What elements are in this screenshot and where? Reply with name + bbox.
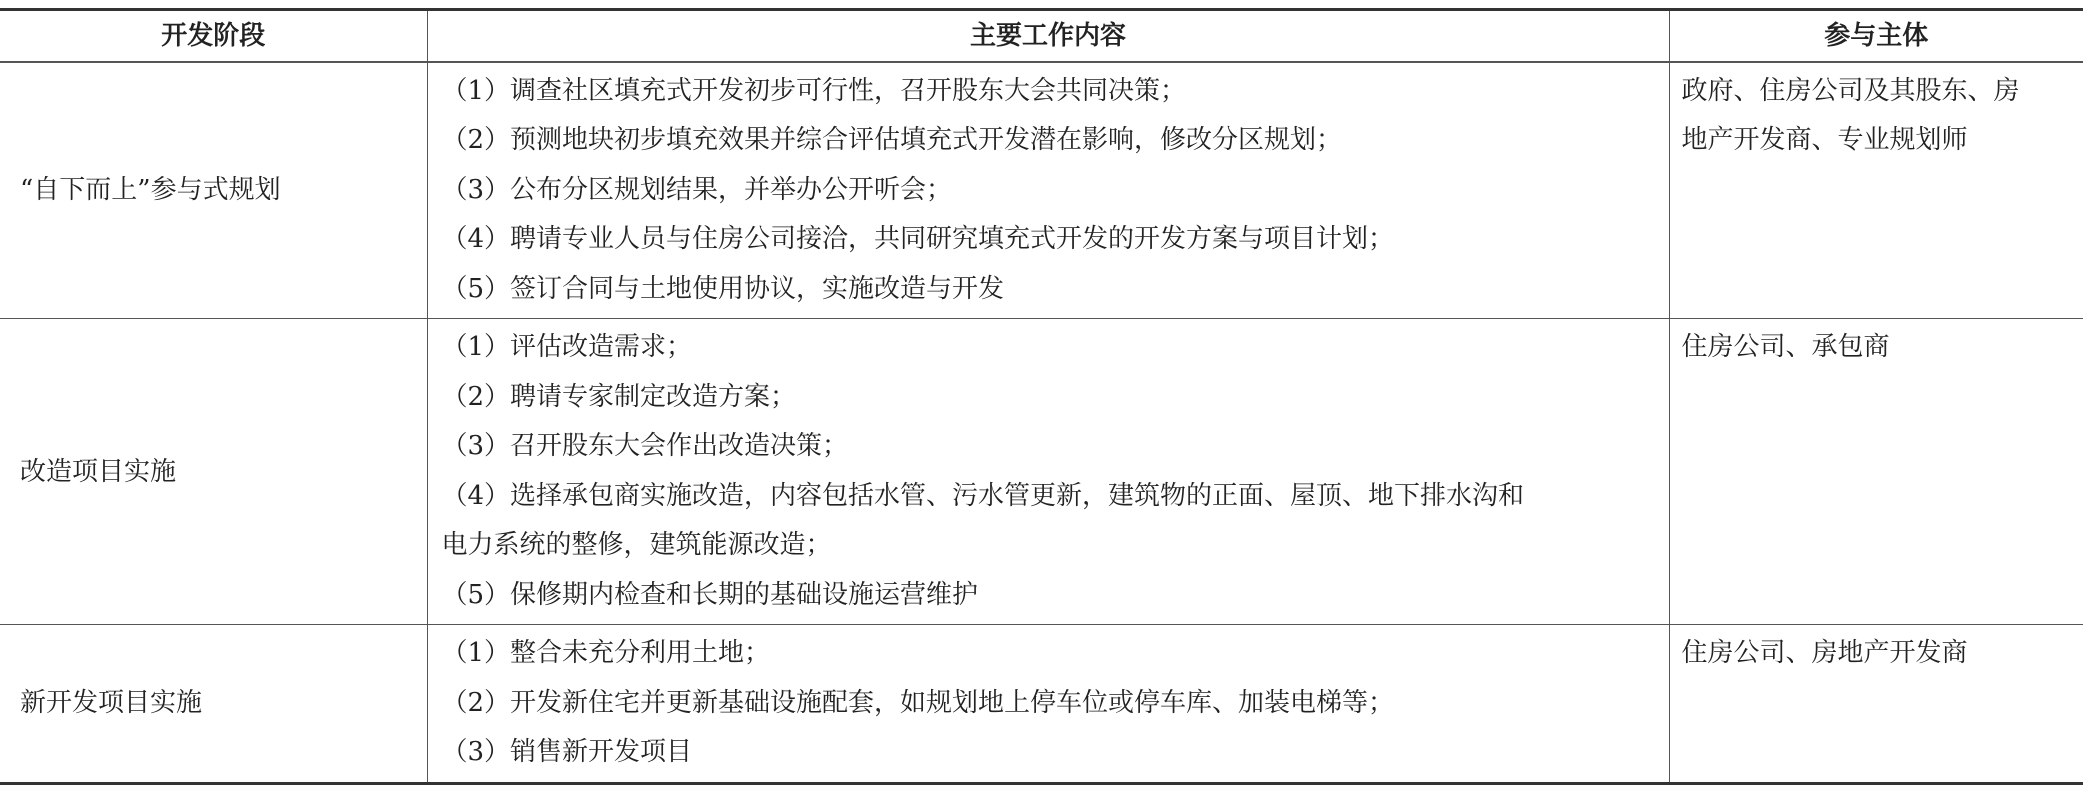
actors-cell: [1669, 625, 2083, 784]
task-item: （3）销售新开发项目: [441, 737, 693, 767]
stage-label: 新开发项目实施: [20, 688, 203, 719]
task-item: （1）调查社区填充式开发初步可行性，召开股东大会共同决策；: [441, 75, 1187, 106]
table-row: [0, 319, 2083, 625]
tasks-cell: [427, 625, 1669, 784]
task-item: （3）召开股东大会作出改造决策；: [441, 431, 849, 461]
table-body: [0, 62, 2083, 784]
task-item: （2）开发新住宅并更新基础设施配套，如规划地上停车位或停车库、加装电梯等；: [441, 687, 1395, 718]
task-item: （4）选择承包商实施改造，内容包括水管、污水管更新，建筑物的正面、屋顶、地下排水沟和: [441, 480, 1525, 511]
header-tasks: 主要工作内容: [427, 10, 1669, 62]
actors-cell: [1669, 319, 2083, 625]
stage-cell: [0, 625, 427, 784]
task-item: （4）聘请专业人员与住房公司接洽，共同研究填充式开发的开发方案与项目计划；: [441, 224, 1395, 254]
actors-cell: [1669, 62, 2083, 319]
task-item: （3）公布分区规划结果，并举办公开听会；: [441, 174, 953, 205]
header-row: [0, 10, 2083, 62]
development-process-table: [0, 8, 2083, 785]
task-item: （1）评估改造需求；: [441, 332, 693, 362]
task-item: （2）预测地块初步填充效果并综合评估填充式开发潜在影响，修改分区规划；: [441, 125, 1343, 155]
task-item: （5）保修期内检查和长期的基础设施运营维护: [441, 579, 979, 610]
actors-text: 地产开发商、专业规划师: [1681, 125, 1968, 155]
stage-label: 改造项目实施: [20, 456, 177, 487]
header-stage: 开发阶段: [0, 10, 427, 62]
actors-text: 住房公司、房地产开发商: [1681, 638, 1968, 668]
task-item: （5）签订合同与土地使用协议，实施改造与开发: [441, 273, 1005, 304]
table-header: [0, 10, 2083, 62]
task-item: （2）聘请专家制定改造方案；: [441, 381, 797, 412]
task-item: 电力系统的整修，建筑能源改造；: [441, 530, 832, 560]
tasks-cell: [427, 319, 1669, 625]
stage-label: “自下而上”参与式规划: [20, 175, 281, 206]
actors-text: 政府、住房公司及其股东、房: [1681, 75, 2020, 106]
table-row: [0, 625, 2083, 784]
table-row: [0, 62, 2083, 319]
task-item: （1）整合未充分利用土地；: [441, 638, 771, 668]
tasks-cell: [427, 62, 1669, 319]
stage-cell: [0, 319, 427, 625]
stage-cell: [0, 62, 427, 319]
header-actors: 参与主体: [1669, 10, 2083, 62]
actors-text: 住房公司、承包商: [1681, 332, 1890, 362]
